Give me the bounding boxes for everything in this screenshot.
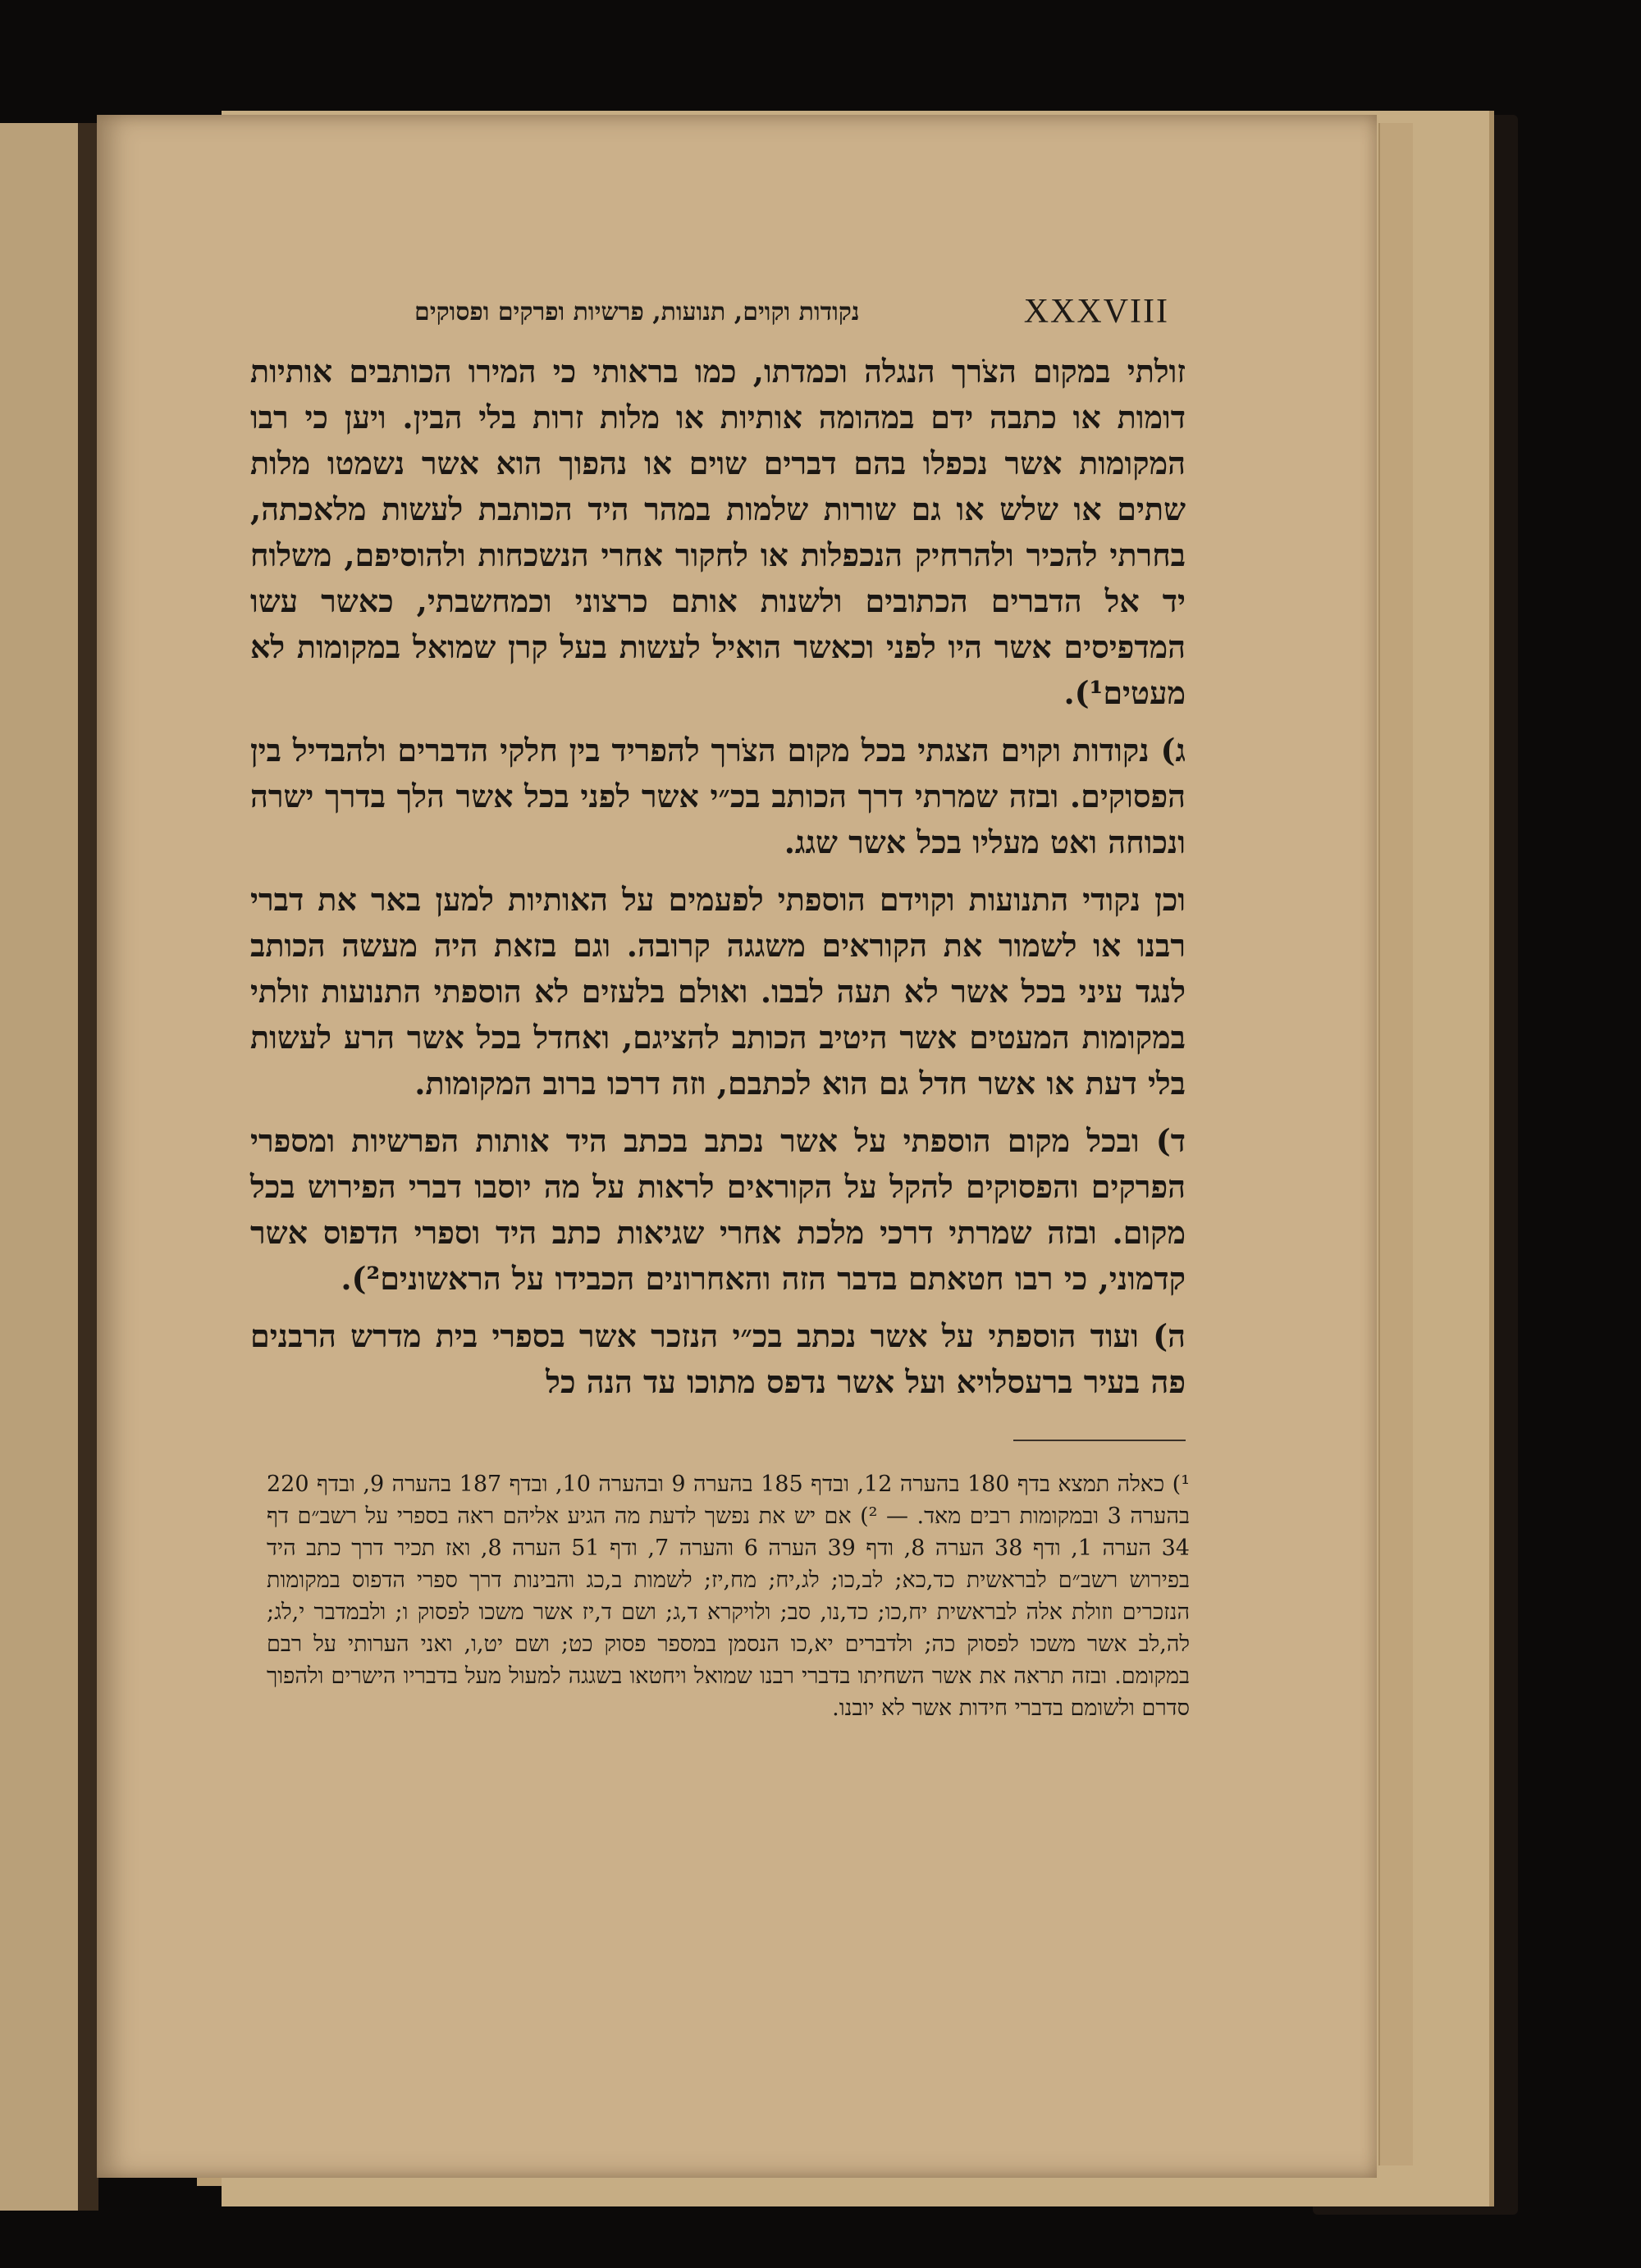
- paragraph: ה) ועוד הוספתי על אשר נכתב בכ״י הנזכר אשר בספרי בית מדרש הרבנים פה בעיר ברעסלויא ועל אשר נדפס מתוכו עד הנה כל: [250, 1317, 1186, 1400]
- paragraph: וכן נקודי התנועות וקוידם הוספתי לפעמים על האותיות למען באר את דברי רבנו או לשמור את הקוראים משגגה קרובה. וגם בזאת היה מעשה הכותב לנגד עיני בכל אשר לא תעה לבבו. ואולם בלעזים לא הוספתי התנועות זולתי במקומות המעטים אשר היטיב הכותב להציגם, ואחדל בכל אשר הרע לעשות בלי דעת או אשר חדל גם הוא לכתבם, וזה דרכו ברוב המקומות.: [250, 881, 1186, 1102]
- paragraph: ד) ובכל מקום הוספתי על אשר נכתב בכתב היד אותות הפרשיות ומספרי הפרקים והפסוקים להקל על הקוראים לראות על מה יוסבו דברי הפירוש בכל מקום. ובזה שמרתי דרכי מלכת אחרי שגיאות כתב היד וספרי הדפוס אשר קדמוני, כי רבו חטאתם בדבר הזה והאחרונים הכבידו על הראשונים²).: [250, 1122, 1186, 1297]
- footnotes: [267, 1468, 1190, 1724]
- page-number: XXXVIII: [1023, 293, 1169, 331]
- paragraph: ג) נקודות וקוים הצגתי בכל מקום הצֹרך להפריד בין חלקי הדברים ולהבדיל בין הפסוקים. ובזה שמרתי דרך הכותב בכ״י אשר לפני בכל אשר הלך בדרך ישרה ונכוחה ואט מעליו בכל אשר שגג.: [250, 732, 1186, 860]
- footnote-text: ¹) כאלה תמצא בדף 180 בהערה 12, ובדף 185 בהערה 9 ובהערה 10, ובדף 187 בהערה 9, ובדף 220 בהערה 3 ובמקומות רבים מאד. — ²) אם יש את נפשך לדעת מה הגיע אליהם ראה בספרי על רשב״ם דף 34 הערה 1, ודף 38 הערה 8, ודף 39 הערה 6 והערה 7, ודף 51 הערה 8, ואז תכיר דרך כתב היד בפירוש רשב״ם לבראשית כד,כא; לב,כו; לג,יח; מח,יז; לשמות ב,כג והבינות דרך ספרי הדפוס במקומות הנזכרים וזולת אלה לבראשית יח,כו; כד,נו, סב; ולויקרא ד,ג; ושם ד,יז אשר משכו לפסוק ו; ולבמדבר י,לג; לה,לב אשר משכו לפסוק כה; ולדברים יא,כו הנסמן במספר פסוק כט; ושם יט,ו, ואני הערותי על רבם במקומם. ובזה תראה את אשר השחיתו בדברי רבנו שמואל ויחטאו בשגגה למעול מעל בדבריו הישרים ולהפוך סדרם ולשומם בדברי חידות אשר לא יובנו.: [267, 1472, 1191, 1721]
- paragraph: זולתי במקום הצֹרך הנגלה וכמדתו, כמו בראותי כי המירו הכותבים אותיות דומות או כתבה ידם במהומה אותיות או מלות זרות בלי הבין. ויען כי רבו המקומות אשר נכפלו בהם דברים שוים או נהפוך הוא אשר נשמטו מלות שתים או שלש או גם שורות שלמות במהר היד הכותבת לעשות מלאכתה, בחרתי להכיר ולהרחיק הנכפלות או לחקור אחרי הנשכחות ולהוסיפם, משלוח יד אל הדברים הכתובים ולשנות אותם כרצוני וכמחשבתי, כאשר עשו המדפיסים אשר היו לפני וכאשר הואיל לעשות בעל קרן שמואל במקומות לא מעטים¹).: [250, 353, 1186, 711]
- footnote-separator: [1013, 1440, 1186, 1441]
- page-fore-edge: [1378, 123, 1413, 2165]
- running-head: [414, 291, 1169, 332]
- left-page-edge: [0, 123, 81, 2211]
- book-gutter: [78, 123, 98, 2211]
- body-text: [250, 349, 1186, 1405]
- running-title: נקודות וקוים, תנועות, פרשיות ופרקים ופסוקים: [414, 297, 860, 326]
